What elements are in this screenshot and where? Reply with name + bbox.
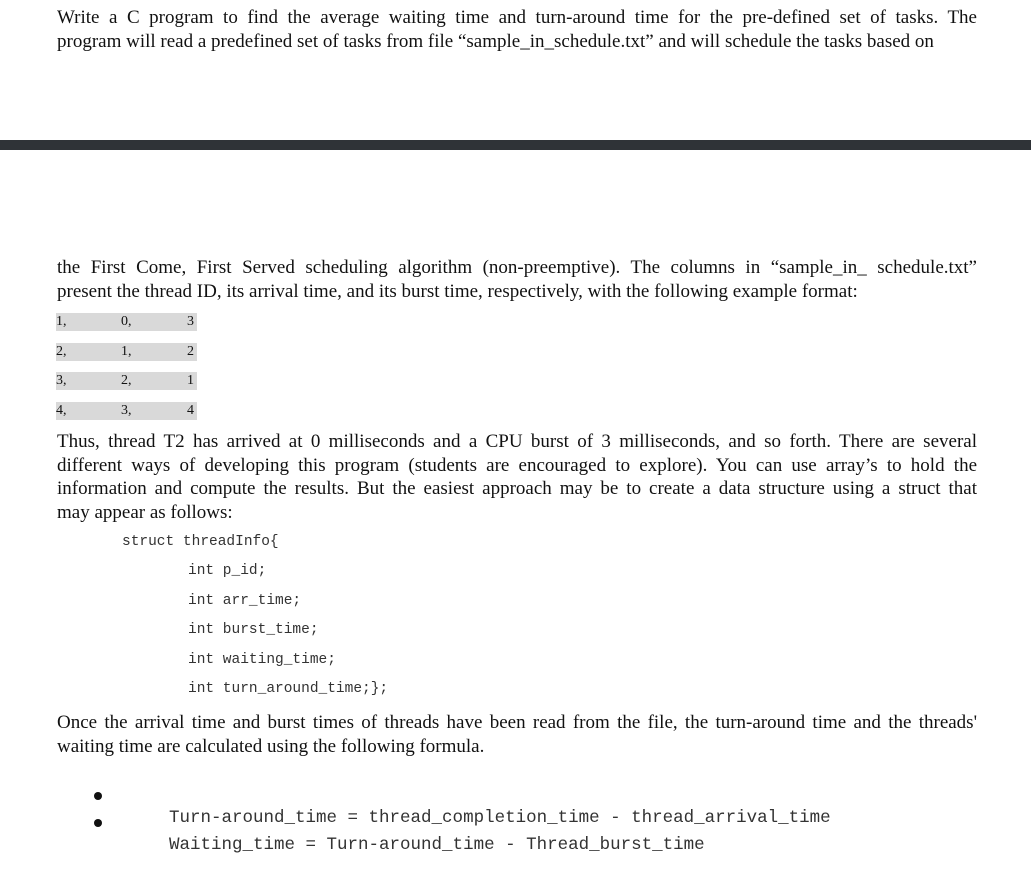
formula-intro-line-2: waiting time are calculated using the following formula. <box>57 735 485 757</box>
list-item <box>90 785 831 828</box>
scheduling-paragraph <box>57 256 977 303</box>
sample-arrival-time: 3, <box>121 403 132 418</box>
waiting-formula: Waiting_time = Turn-around_time - Thread_burst_time <box>169 835 705 855</box>
sample-arrival-time: 2, <box>121 373 132 388</box>
intro-line-1: Write a C program to find the average waiting time and turn-around time for the pre-defined set of tasks. The <box>57 7 977 28</box>
sample-row <box>56 313 197 331</box>
sample-burst-time: 4 <box>187 403 194 418</box>
page-divider <box>0 140 1031 150</box>
scheduling-line-2: present the thread ID, its arrival time, and its burst time, respectively, with the following example format: <box>57 280 858 302</box>
code-field-p-id: int p_id; <box>188 563 267 579</box>
explanation-line-3: information and compute the results. But the easiest approach may be to create a data structure using a struct that <box>57 478 977 499</box>
sample-row <box>56 402 197 420</box>
formula-list <box>90 785 831 855</box>
explanation-line-4: may appear as follows: <box>57 501 233 523</box>
code-field-turn-around-time: int turn_around_time;}; <box>188 681 389 697</box>
sample-arrival-time: 1, <box>121 344 132 359</box>
sample-burst-time: 1 <box>187 373 194 388</box>
sample-row <box>56 343 197 361</box>
explanation-line-2: different ways of developing this program (students are encouraged to explore). You can use array’s to hold the <box>57 454 977 476</box>
sample-thread-id: 2, <box>56 344 67 359</box>
turnaround-formula: Turn-around_time = thread_completion_time - thread_arrival_time <box>169 808 831 828</box>
list-item <box>90 812 831 855</box>
sample-row <box>56 372 197 390</box>
sample-burst-time: 3 <box>187 314 194 329</box>
code-field-arr-time: int arr_time; <box>188 593 302 609</box>
code-field-waiting-time: int waiting_time; <box>188 652 336 668</box>
formula-intro-paragraph <box>57 711 977 758</box>
sample-thread-id: 1, <box>56 314 67 329</box>
intro-line-2: program will read a predefined set of tasks from file “sample_in_schedule.txt” and will schedule the tasks based on <box>57 30 934 52</box>
formula-intro-line-1: Once the arrival time and burst times of threads have been read from the file, the turn-around time and the threads' <box>57 712 977 733</box>
sample-thread-id: 4, <box>56 403 67 418</box>
sample-burst-time: 2 <box>187 344 194 359</box>
scheduling-line-1: the First Come, First Served scheduling algorithm (non-preemptive). The columns in “sample_in_ schedule.txt” <box>57 257 977 278</box>
code-struct-header: struct threadInfo{ <box>122 534 279 550</box>
sample-thread-id: 3, <box>56 373 67 388</box>
bullet-icon <box>94 819 102 827</box>
intro-paragraph <box>57 6 977 53</box>
explanation-line-1: Thus, thread T2 has arrived at 0 milliseconds and a CPU burst of 3 milliseconds, and so forth. There are several <box>57 431 977 452</box>
sample-arrival-time: 0, <box>121 314 132 329</box>
code-field-burst-time: int burst_time; <box>188 622 319 638</box>
explanation-paragraph <box>57 430 977 524</box>
bullet-icon <box>94 792 102 800</box>
